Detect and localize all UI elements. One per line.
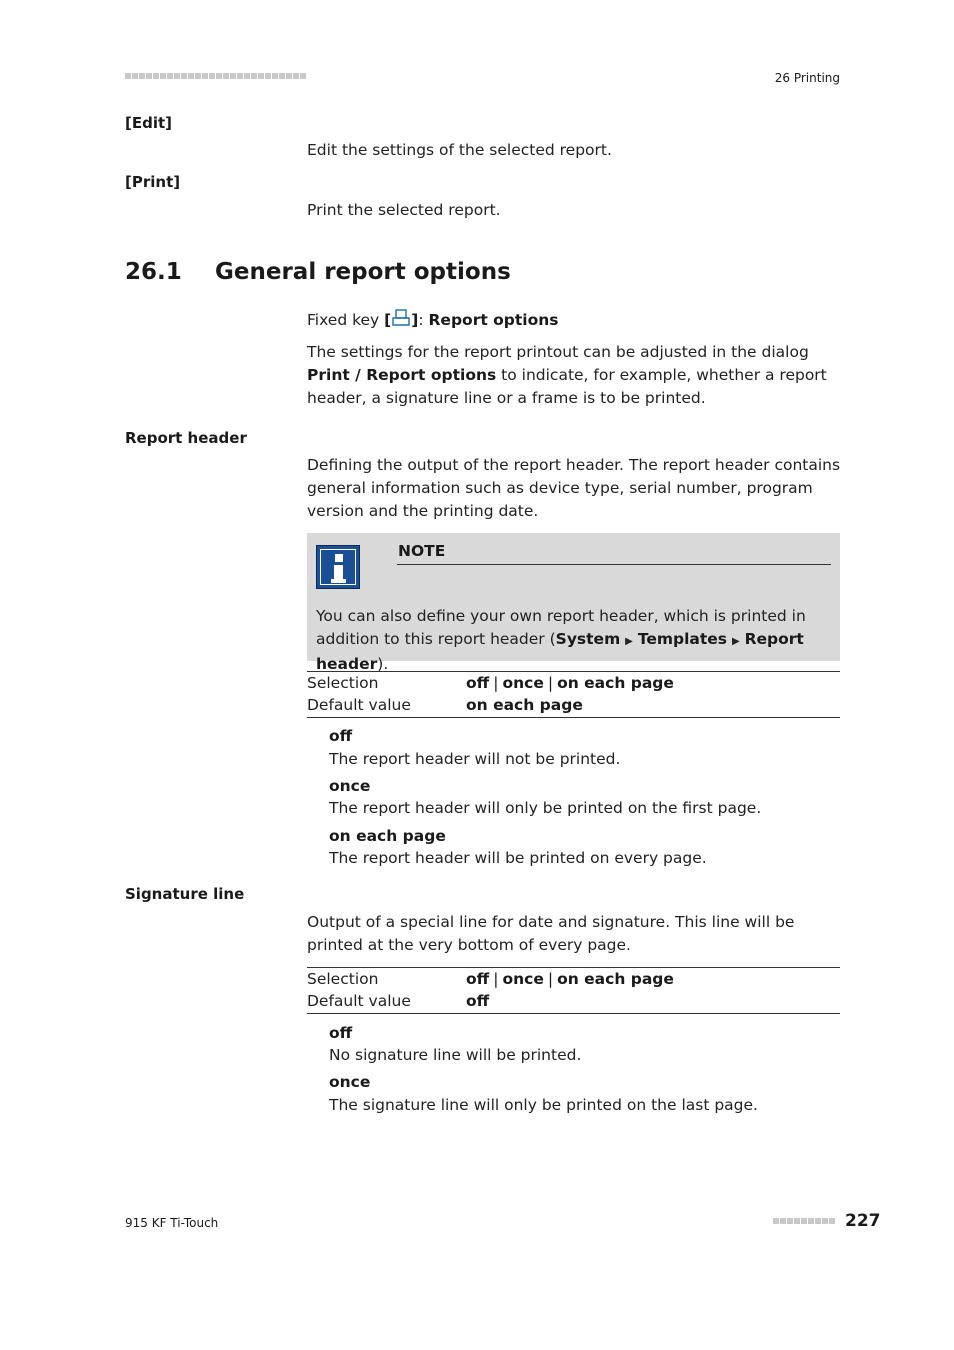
option-desc: The report header will not be printed. <box>329 750 621 768</box>
section-title: General report options <box>215 259 511 285</box>
report-header-desc: Defining the output of the report header. The report header contains general information such as device type, serial number, program version and the printing date. <box>307 456 841 520</box>
option-term: off <box>329 1024 353 1042</box>
fixed-key-target: Report options <box>428 311 559 329</box>
option-term: on each page <box>329 827 446 845</box>
option-term: off <box>329 727 353 745</box>
info-icon <box>316 545 360 589</box>
page-number: 227 <box>845 1211 881 1231</box>
signature-line-desc: Output of a special line for date and signature. This line will be printed at the very bottom of every page. <box>307 913 795 954</box>
note-text: You can also define your own report header, which is printed in addition to this report header (System ▶ Templates ▶ Report header). <box>316 607 806 673</box>
edit-desc: Edit the settings of the selected report. <box>307 141 612 159</box>
default-row: Default value on each page <box>307 696 583 714</box>
print-term: [Print] <box>125 173 181 191</box>
section-heading <box>125 259 511 285</box>
note-title: NOTE <box>398 542 446 560</box>
default-row: Default value off <box>307 992 490 1010</box>
edit-term: [Edit] <box>125 114 173 132</box>
signature-line-label: Signature line <box>125 885 245 903</box>
selection-row: Selection off | once | on each page <box>307 970 674 988</box>
intro-paragraph: The settings for the report printout can be adjusted in the dialog Print / Report options to indicate, for example, whether a report header, a signature line or a frame is to be printed. <box>307 343 827 407</box>
report-header-label: Report header <box>125 429 247 447</box>
menu-arrow-icon: ▶ <box>625 636 633 647</box>
option-desc: The signature line will only be printed on the last page. <box>329 1096 758 1114</box>
fixed-key-line: Fixed key [ ]: Report options <box>307 311 559 329</box>
footer-decoration <box>773 1218 835 1224</box>
option-term: once <box>329 1073 371 1091</box>
section-number: 26.1 <box>125 259 182 285</box>
selection-row: Selection off | once | on each page <box>307 674 674 692</box>
printer-icon <box>391 309 411 327</box>
running-header: 26 Printing <box>774 71 840 85</box>
option-desc: The report header will be printed on every page. <box>329 849 707 867</box>
print-desc: Print the selected report. <box>307 201 501 219</box>
header-decoration <box>125 73 306 79</box>
option-desc: The report header will only be printed on the first page. <box>329 799 762 817</box>
footer-product: 915 KF Ti-Touch <box>125 1216 219 1230</box>
report-header-param-table <box>307 671 840 718</box>
menu-arrow-icon: ▶ <box>731 636 740 647</box>
signature-param-table <box>307 967 840 1014</box>
option-term: once <box>329 777 371 795</box>
note-rule <box>397 564 831 565</box>
option-desc: No signature line will be printed. <box>329 1046 582 1064</box>
note-box <box>307 533 840 673</box>
